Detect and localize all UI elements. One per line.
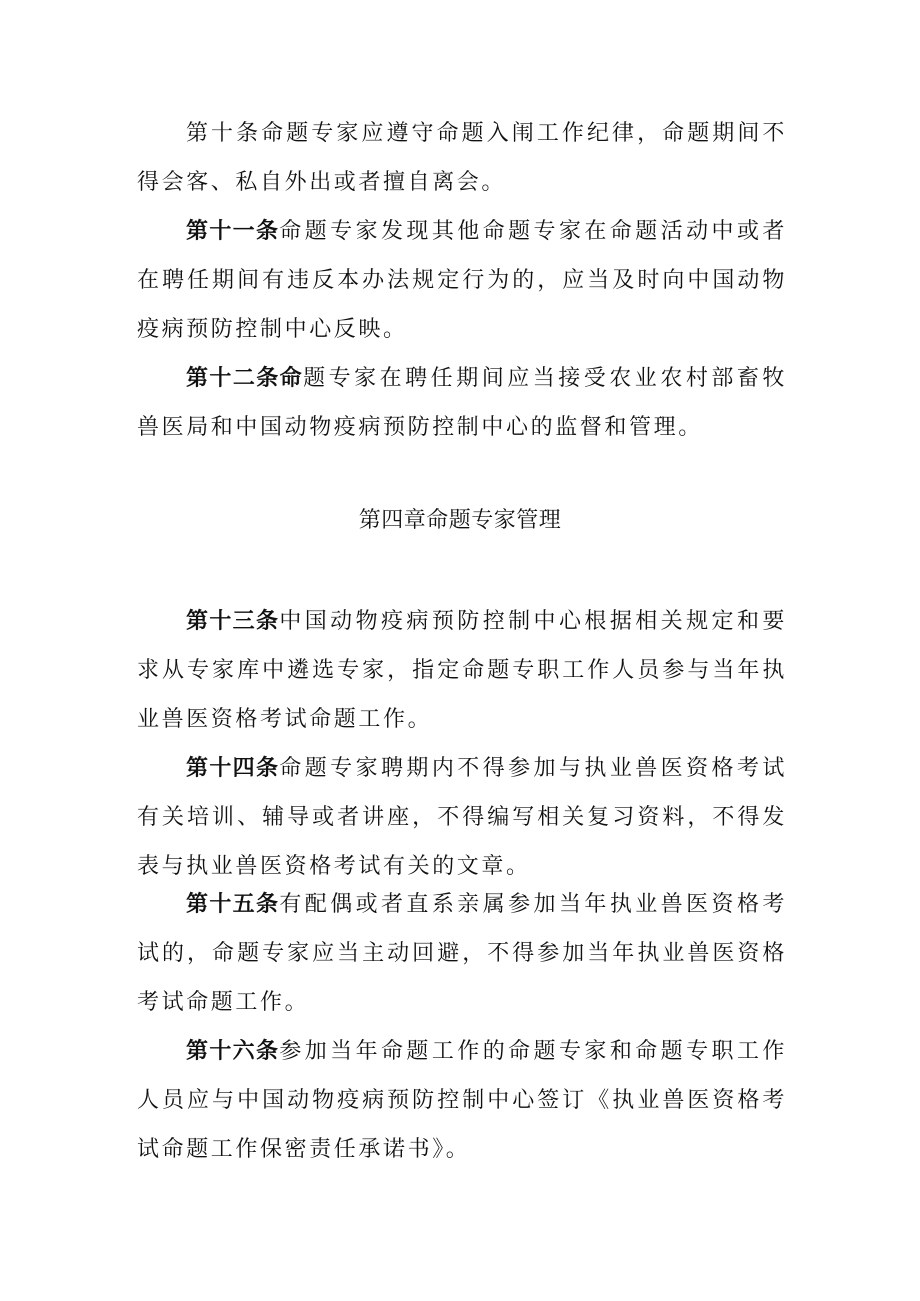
article-13 bbox=[137, 597, 787, 744]
article-text: 中国动物疫病预防控制中心根据相关规定和要求从专家库中遴选专家，指定命题专职工作人员参与当年执业兽医资格考试命题工作。 bbox=[137, 609, 787, 732]
article-text: 第十条命题专家应遵守命题入闱工作纪律，命题期间不得会客、私自外出或者擅自离会。 bbox=[137, 121, 787, 195]
article-text: 题专家在聘任期间应当接受农业农村部畜牧兽医局和中国动物疫病预防控制中心的监督和管理。 bbox=[137, 366, 787, 440]
article-text: 命题专家聘期内不得参加与执业兽医资格考试有关培训、辅导或者讲座，不得编写相关复习资料，不得发表与执业兽医资格考试有关的文章。 bbox=[137, 756, 787, 879]
article-label: 第十一条 bbox=[186, 219, 280, 244]
article-10 bbox=[137, 109, 787, 207]
article-text: 参加当年命题工作的命题专家和命题专职工作人员应与中国动物疫病预防控制中心签订《执业兽医资格考试命题工作保密责任承诺书》。 bbox=[137, 1039, 787, 1162]
article-label: 第十六条 bbox=[186, 1039, 280, 1064]
article-14 bbox=[137, 744, 787, 891]
article-text: 命题专家发现其他命题专家在命题活动中或者在聘任期间有违反本办法规定行为的，应当及时向中国动物疫病预防控制中心反映。 bbox=[137, 219, 787, 342]
article-12 bbox=[137, 354, 787, 452]
chapter-heading: 第四章命题专家管理 bbox=[358, 508, 562, 533]
article-label: 第十二条命 bbox=[186, 366, 304, 391]
article-16 bbox=[137, 1027, 787, 1174]
article-label: 第十五条 bbox=[186, 892, 280, 917]
article-15 bbox=[137, 880, 787, 1027]
article-label: 第十三条 bbox=[186, 609, 280, 634]
article-label: 第十四条 bbox=[186, 756, 280, 781]
article-11 bbox=[137, 207, 787, 354]
article-text: 有配偶或者直系亲属参加当年执业兽医资格考试的，命题专家应当主动回避，不得参加当年执业兽医资格考试命题工作。 bbox=[137, 892, 787, 1015]
